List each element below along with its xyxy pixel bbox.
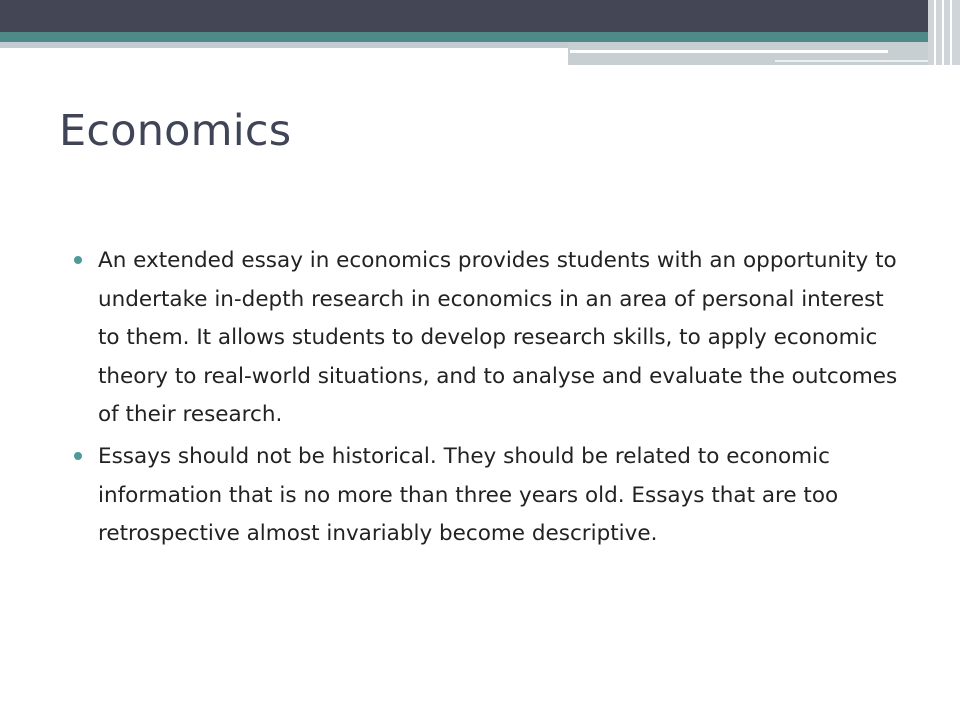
bullet-text: Essays should not be historical. They should be related to economic information that is no more than three years old. Essays that are too retrospective almost invariably become descriptive. xyxy=(98,443,839,547)
header-band-dark xyxy=(0,0,960,32)
bullet-list xyxy=(74,242,904,557)
bullet-text: An extended essay in economics provides students with an opportunity to undertake in-depth research in economics in an area of personal interest to them. It allows students to develop research skills, to apply economic theory to real-world situations, and to analyse and evaluate the outcomes of their research. xyxy=(98,248,898,428)
bullet-item xyxy=(74,242,904,435)
header-stripe xyxy=(570,50,888,53)
bullet-dot-icon xyxy=(74,452,82,460)
header-band-light xyxy=(0,42,568,48)
header-cap xyxy=(928,0,960,65)
bullet-dot-icon xyxy=(74,256,82,264)
header-band-accent xyxy=(0,32,960,42)
slide-title: Economics xyxy=(59,106,292,156)
bullet-item xyxy=(74,438,904,554)
